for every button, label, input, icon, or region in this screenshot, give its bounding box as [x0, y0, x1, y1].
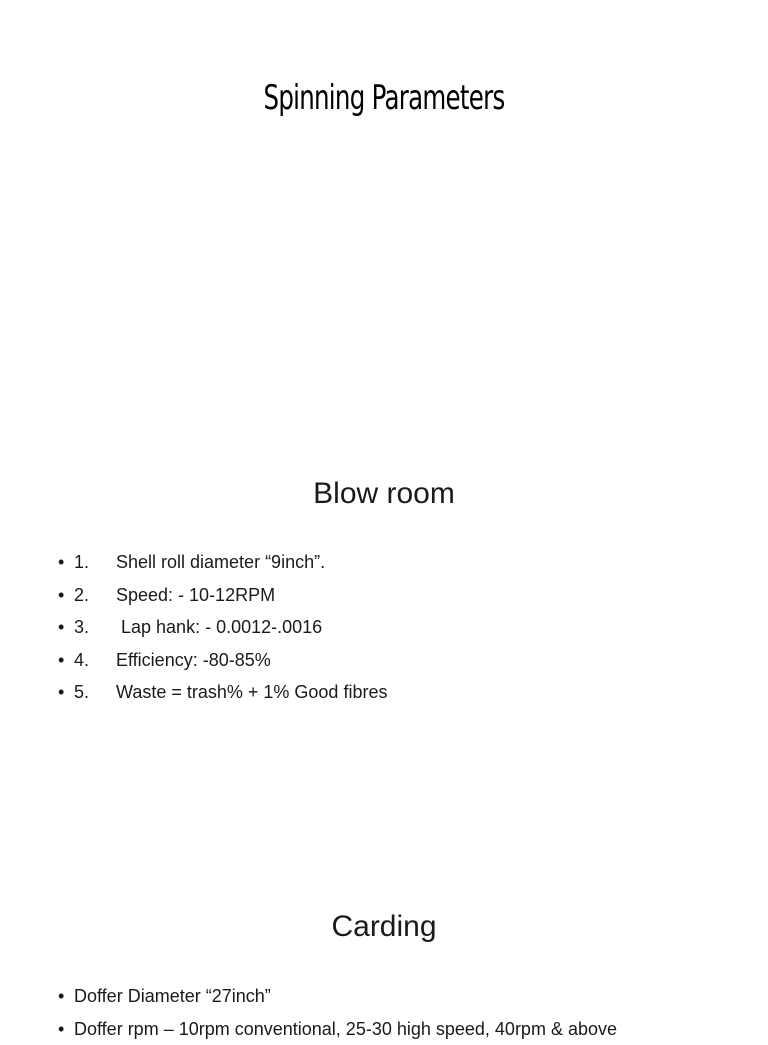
list-item	[58, 676, 387, 709]
item-number: 5.	[74, 676, 116, 709]
bullet-icon: •	[58, 546, 64, 579]
list-item	[58, 611, 387, 644]
item-number: 3.	[74, 611, 116, 644]
section-heading-blow-room: Blow room	[0, 477, 768, 511]
list-item	[58, 546, 387, 579]
item-text: Speed: - 10-12RPM	[116, 585, 275, 605]
page-title: Spinning Parameters	[108, 78, 661, 118]
bullet-icon: •	[58, 579, 64, 612]
item-text: Efficiency: -80-85%	[116, 650, 271, 670]
list-item	[58, 644, 387, 677]
item-text: Doffer Diameter “27inch”	[74, 986, 271, 1006]
item-number: 1.	[74, 546, 116, 579]
list-item	[58, 980, 617, 1013]
bullet-icon: •	[58, 644, 64, 677]
list-item	[58, 579, 387, 612]
item-text: Shell roll diameter “9inch”.	[116, 552, 325, 572]
item-number: 4.	[74, 644, 116, 677]
item-number: 2.	[74, 579, 116, 612]
bullet-icon: •	[58, 676, 64, 709]
item-text: Lap hank: - 0.0012-.0016	[116, 617, 322, 637]
section-heading-carding: Carding	[0, 910, 768, 944]
bullet-icon: •	[58, 980, 64, 1013]
item-text: Doffer rpm – 10rpm conventional, 25-30 high speed, 40rpm & above	[74, 1019, 617, 1039]
list-item	[58, 1013, 617, 1045]
blow-room-list	[58, 546, 387, 709]
bullet-icon: •	[58, 611, 64, 644]
carding-list	[58, 980, 617, 1045]
item-text: Waste = trash% + 1% Good fibres	[116, 682, 387, 702]
bullet-icon: •	[58, 1013, 64, 1045]
